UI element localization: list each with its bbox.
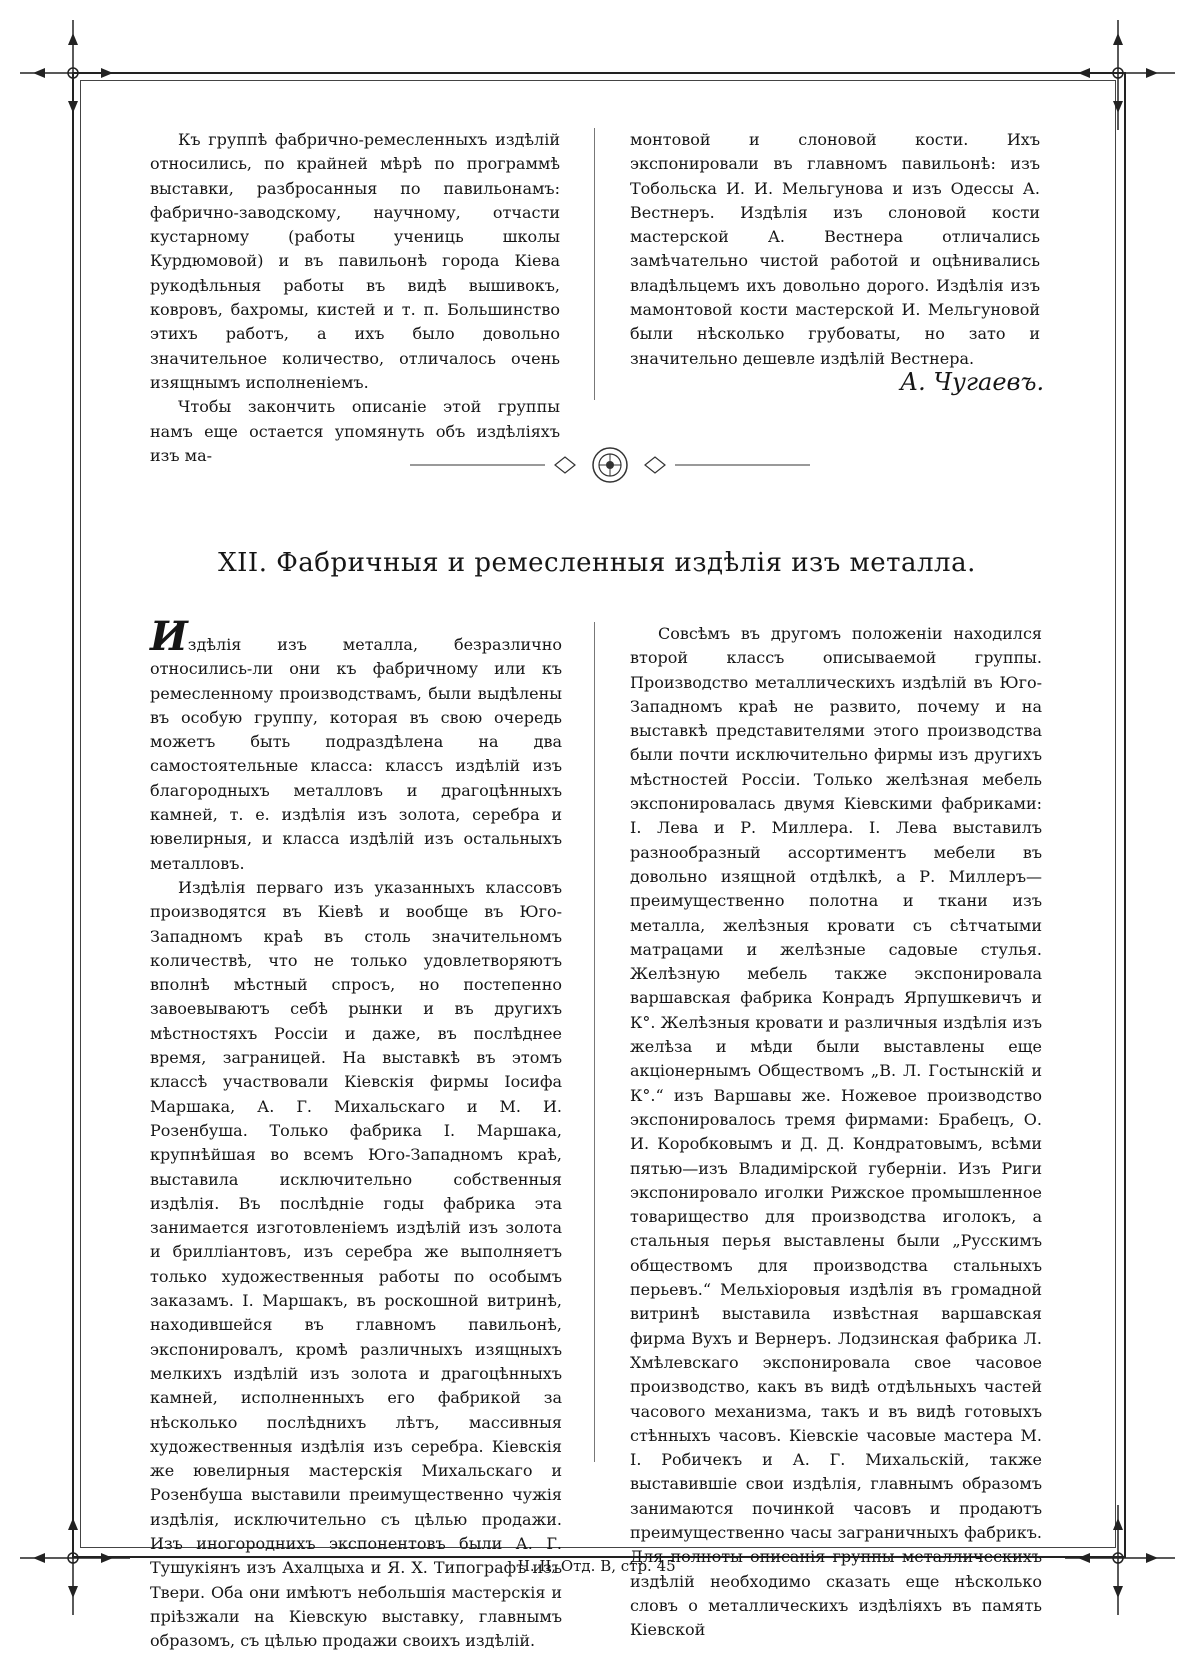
paragraph: Къ группѣ фабрично-ремесленныхъ издѣлій относились, по крайней мѣрѣ по программѣ выставки, разбросанныя по павильонамъ: фабрично-заводскому, научному, отчасти кустарному (работы учениць школы Курдюмовой) и въ павильонѣ города Кіева рукодѣльныя работы въ видѣ вышивокъ, ковровъ, бахромы, кистей и т. п. Большинство этихъ работъ, а ихъ было довольно значительное количество, отличалось очень изящнымъ исполненіемъ. [150, 130, 560, 392]
top-left-column [150, 128, 560, 468]
drop-cap: И [150, 613, 188, 660]
column-divider-top [594, 128, 595, 400]
column-divider-bottom [594, 622, 595, 1462]
section-heading: XII. Фабричныя и ремесленныя издѣлія изъ металла. [218, 548, 976, 578]
paragraph: Совсѣмъ въ другомъ положеніи находился второй классъ описываемой группы. Производство металлическихъ издѣлій въ Юго-Западномъ краѣ не развито, почему и на выставкѣ представителями этого производства были почти исключительно фирмы изъ другихъ мѣстностей Россіи. Только желѣзная мебель экспонировалась двумя Кіевскими фабриками: І. Лева и Р. Миллера. І. Лева выставилъ разнообразный ассортиментъ мебели въ довольно изящной отдѣлкѣ, а Р. Миллеръ— преимущественно полотна и ткани изъ металла, желѣзныя кровати съ сѣтчатыми матрацами и желѣзные садовые стулья. Желѣзную мебель также экспонировала варшавская фабрика Конрадъ Ярпушкевичъ и К°. Желѣзныя кровати и различныя издѣлія изъ желѣза и мѣди были выставлены еще акціонернымъ Обществомъ „В. Л. Гостынскій и К°.“ изъ Варшавы же. Ножевое производство экспонировалось тремя фирмами: Брабецъ, О. И. Коробковымъ и Д. Д. Кондратовымъ, всѣми пятью—изъ Владимірской губерніи. Изъ Риги экспонировало иголки Рижское промышленное товарищество для производства иголокъ, а стальныя перья выставлены были „Русскимъ обществомъ для производства стальныхъ перьевъ.“ Мельхіоровыя издѣлія въ громадной витринѣ выставила извѣстная варшавская фирма Вухъ и Вернеръ. Лодзинская фабрика Л. Хмѣлевскаго экспонировала свое часовое производство, какъ въ видѣ отдѣльныхъ частей часового механизма, такъ и въ видѣ готовыхъ стѣнныхъ часовъ. Кіевскіе часовые мастера М. І. Робичекъ и А. Г. Михальскій, также выставившіе свои издѣлія, главнымъ образомъ занимаются починкой часовъ и продаютъ преимущественно часы заграничныхъ фабрикъ. Для полноты описанія группы металлическихъ издѣлій необходимо сказать еще нѣсколько словъ о металлическихъ издѣліяхъ въ память Кіевской [630, 624, 1042, 1640]
paragraph [150, 613, 562, 876]
section-left-column [150, 613, 562, 1653]
author-signature: А. Чугаевъ. [900, 368, 1045, 396]
paragraph: Чтобы закончить описаніе этой группы намъ еще остается упомянуть объ издѣліяхъ изъ ма- [150, 397, 560, 465]
top-right-column [630, 128, 1040, 371]
corner-ornament-top-left [15, 15, 135, 135]
page-footer: Ч. II, Отд. В, стр. 45 [518, 1557, 676, 1575]
paragraph: Издѣлія перваго изъ указанныхъ классовъ производятся въ Кіевѣ и вообще въ Юго-Западномъ краѣ въ столь значительномъ количествѣ, что не только удовлетворяютъ вполнѣ мѣстный спросъ, но постепенно завоевываютъ себѣ рынки и въ другихъ мѣстностяхъ Россіи и даже, въ послѣднее время, заграницей. На выставкѣ въ этомъ классѣ участвовали Кіевскія фирмы Іосифа Маршака, А. Г. Михальскаго и М. И. Розенбуша. Только фабрика І. Маршака, крупнѣйшая во всемъ Юго-Западномъ краѣ, выставила исключительно собственныя издѣлія. Въ послѣдніе годы фабрика эта занимается изготовленіемъ издѣлій изъ золота и брилліантовъ, изъ серебра же выполняетъ только художественныя работы по особымъ заказамъ. І. Маршакъ, въ роскошной витринѣ, находившейся въ главномъ павильонѣ, экспонировалъ, кромѣ различныхъ изящныхъ мелкихъ издѣлій изъ золота и драгоцѣнныхъ камней, исполненныхъ его фабрикой за нѣсколько послѣднихъ лѣтъ, массивныя художественныя издѣлія изъ серебра. Кіевскія же ювелирныя мастерскія Михальскаго и Розенбуша выставили преимущественно чужія издѣлія, исключительно съ цѣлью продажи. Изъ иногороднихъ экспонентовъ были А. Г. Тушукіянъ изъ Ахалцыха и Я. Х. Типографъ изъ Твери. Оба они имѣютъ небольшія мастерскія и пріѣзжали на Кіевскую выставку, главнымъ образомъ, съ цѣлью продажи своихъ издѣлій. [150, 877, 562, 1651]
ornament-divider [410, 445, 810, 485]
paragraph: монтовой и слоновой кости. Ихъ экспонировали въ главномъ павильонѣ: изъ Тобольска И. И. Мельгунова и изъ Одессы А. Вестнеръ. Издѣлія изъ слоновой кости мастерской А. Вестнера отличались замѣчательно чистой работой и оцѣнивались владѣльцемъ ихъ довольно дорого. Издѣлія изъ мамонтовой кости мастерской И. Мельгуновой были нѣсколько грубоваты, но зато и значительно дешевле издѣлій Вестнера. [630, 130, 1040, 368]
section-right-column [630, 622, 1042, 1642]
corner-ornament-top-right [1060, 15, 1180, 135]
paragraph-text: здѣлія изъ металла, безразлично относились-ли они къ фабричному или къ ремесленному производствамъ, были выдѣлены въ особую группу, которая въ свою очередь можетъ быть подраздѣлена на два самостоятельные класса: классъ издѣлій изъ благородныхъ металловъ и драгоцѣнныхъ камней, т. е. издѣлія изъ золота, серебра и ювелирныя, и класса издѣлій изъ остальныхъ металловъ. [150, 635, 562, 873]
